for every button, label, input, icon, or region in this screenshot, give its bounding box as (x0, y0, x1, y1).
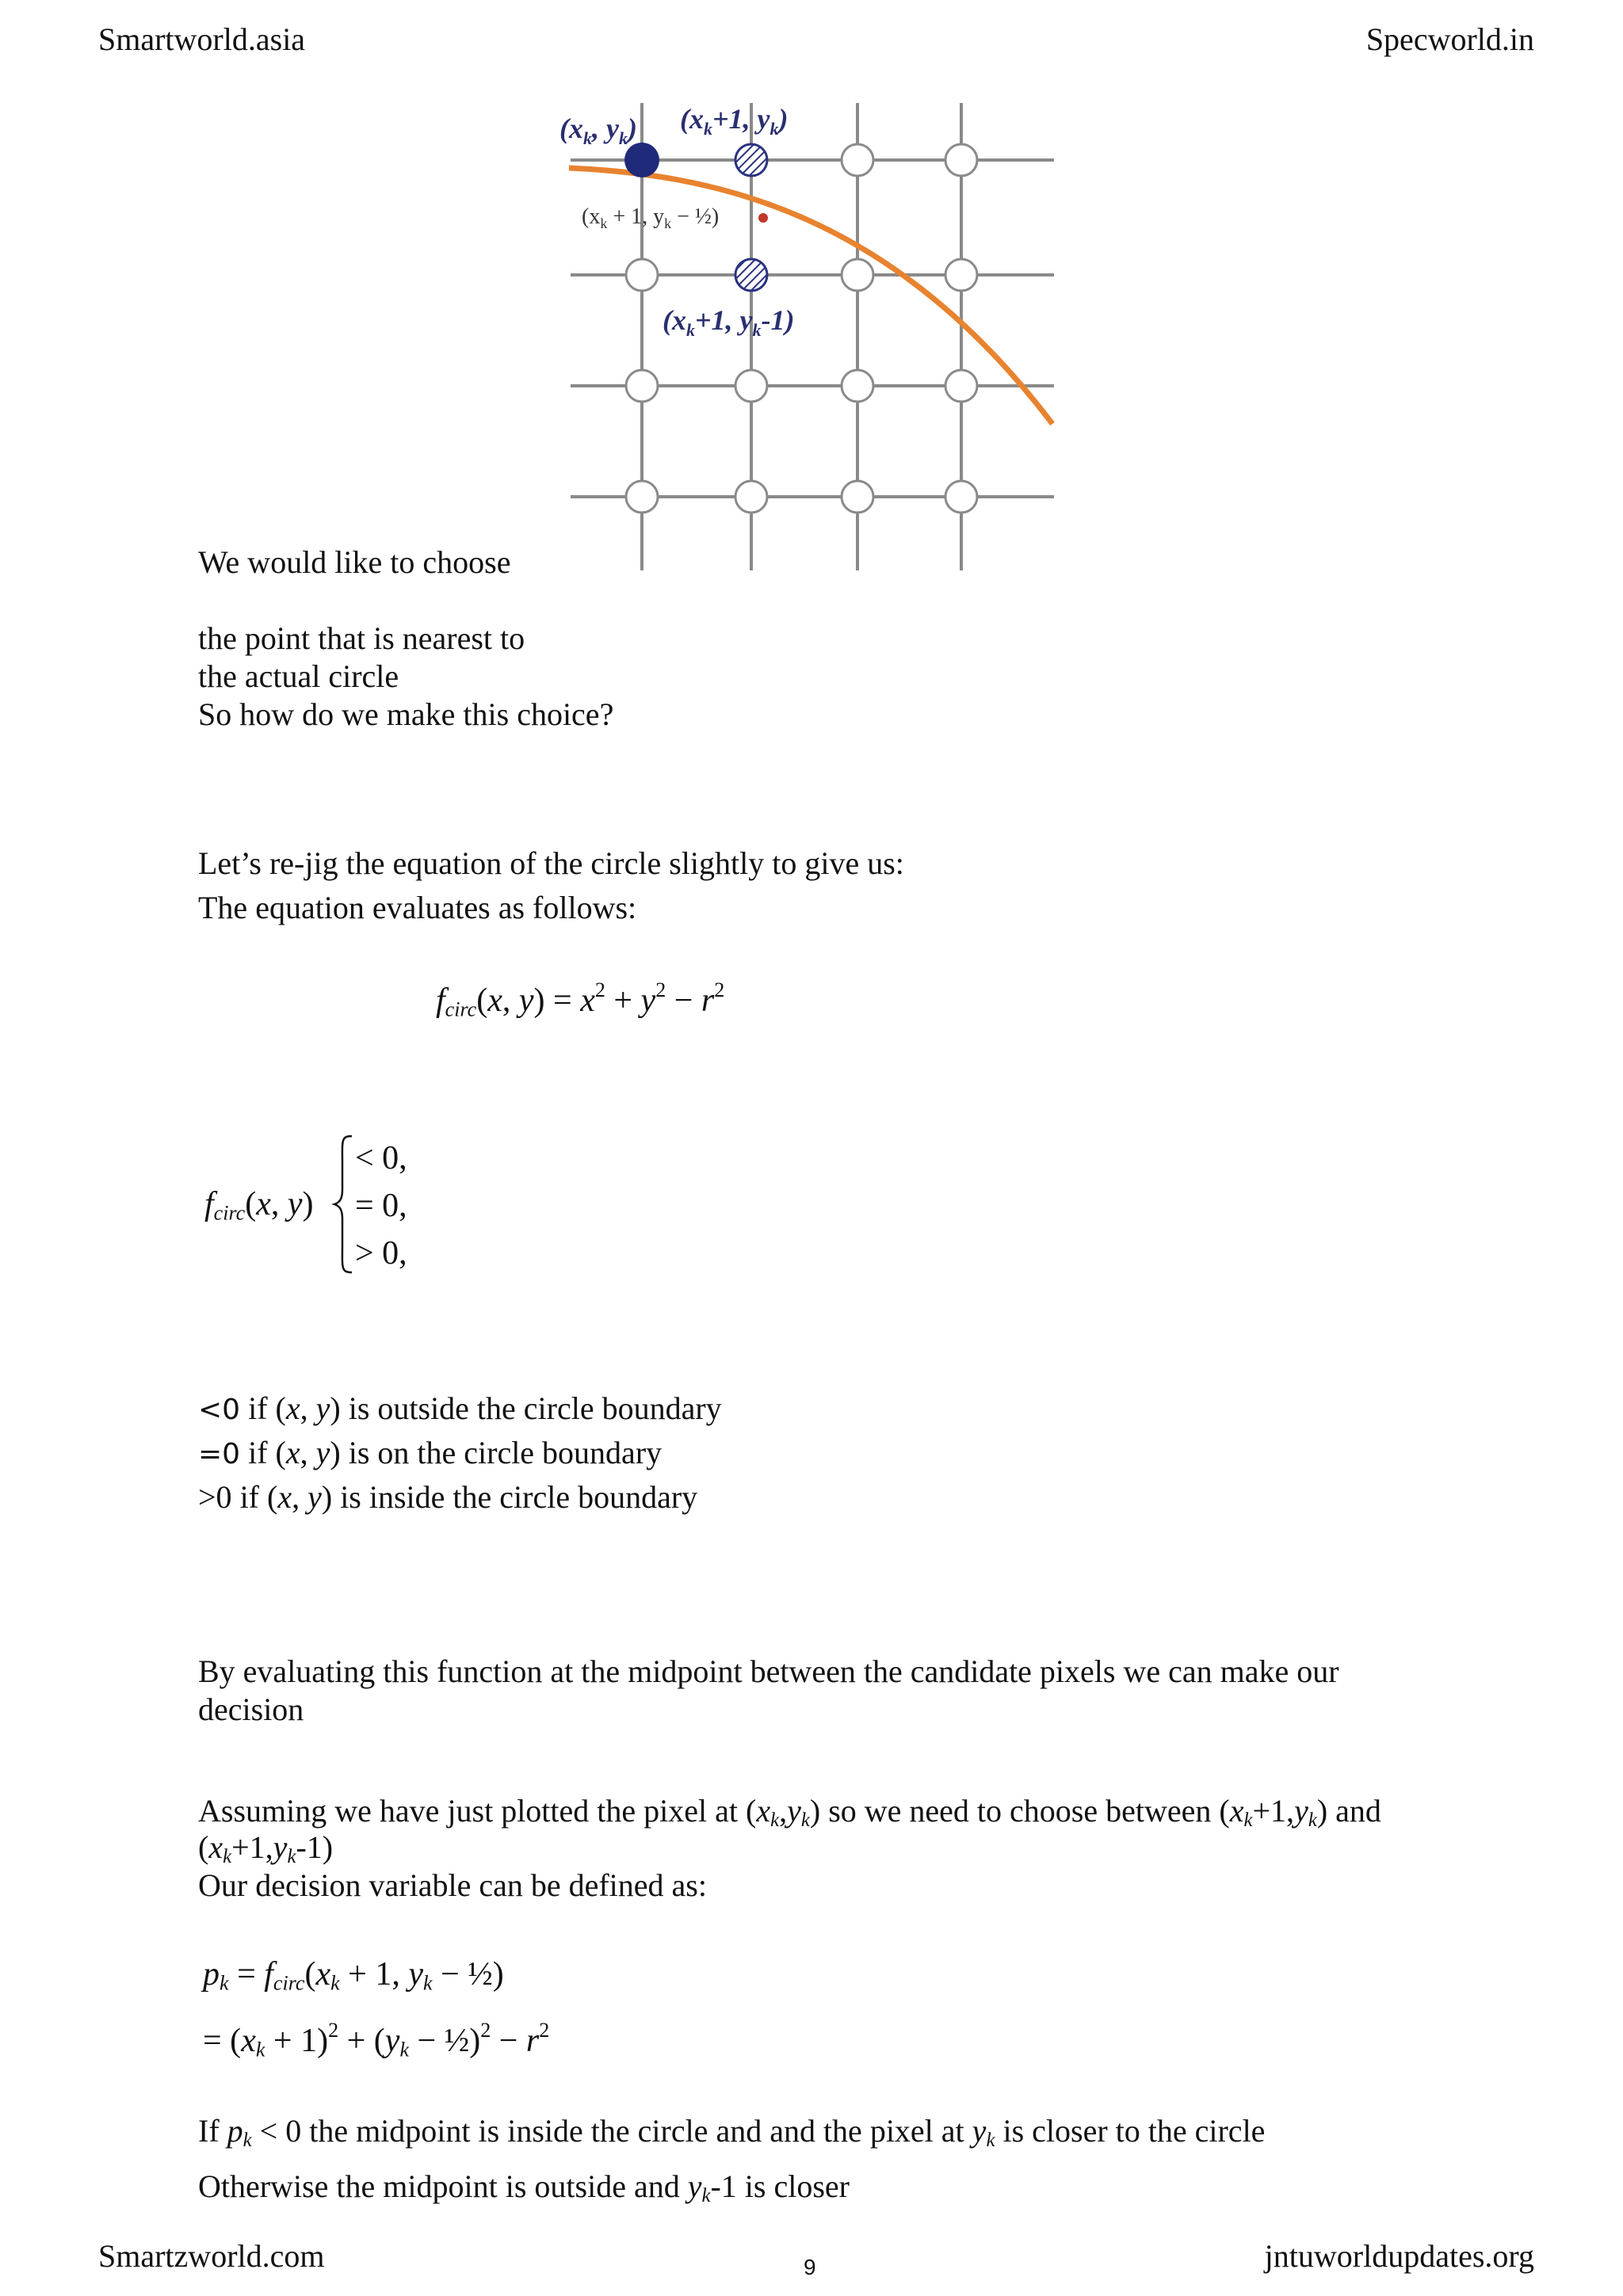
label-east: ($x_k+1$, $y_k$) (680, 103, 789, 139)
label-midpoint: ($x_k + 1$, $y_k$ − ½) (582, 204, 720, 231)
intro-line-2: the point that is nearest to (198, 620, 525, 656)
midpoint-marker (758, 213, 768, 223)
east-candidate-pixel (735, 144, 767, 176)
header-right: Specworld.in (1365, 21, 1534, 57)
circle-function-equation: $f_{circ}(x$, $y) = x^2 + y^2 - r^2$ (436, 978, 725, 1021)
header-left: Smartworld.asia (98, 21, 306, 57)
conclusion-line-1: If $p_k < 0$ the midpoint is inside the circle and and the pixel at $y_k$ is closer to the circle (198, 2113, 1266, 2152)
midpoint-line-2: decision (198, 1691, 304, 1727)
label-southeast: ($x_k+1$, $y_k-1$) (663, 304, 795, 340)
intro-line-3: the actual circle (198, 658, 399, 694)
decision-variable-equation-1: $p_k = f_{circ}(x_k + 1$, $y_k$ − ½) (203, 1956, 504, 1995)
midpoint-line-1: By evaluating this function at the midpoint between the candidate pixels we can make our (198, 1653, 1339, 1689)
current-pixel (624, 143, 659, 177)
piecewise-lhs: $f_{circ}(x$, y) (204, 1186, 314, 1225)
piecewise-cases: < 0, = 0, > 0, (355, 1140, 407, 1272)
condition-row-inside: >0 if (x, y) is inside the circle boundary (198, 1479, 698, 1515)
intro-line-1: We would like to choose (198, 544, 511, 580)
assuming-line-3: Our decision variable can be defined as: (198, 1867, 707, 1903)
condition-row-on: =0 if (x, y) is on the circle boundary (198, 1435, 663, 1470)
decision-variable-equation-2: = $(x_k + 1)^2 + (y_k$ − ½)$^2$ − $r^2$ (203, 2019, 550, 2061)
intro-line-4: So how do we make this choice? (198, 696, 614, 732)
label-current: ($x_k$, $y_k$) (559, 113, 637, 148)
rejig-line-1: Let’s re-jig the equation of the circle slightly to give us: (198, 845, 904, 881)
piecewise-brace (331, 1133, 355, 1276)
footer-right: jntuworldupdates.org (1264, 2238, 1534, 2274)
southeast-candidate-pixel (735, 259, 767, 291)
midpoint-circle-figure (523, 87, 1062, 578)
page-number: 9 (804, 2255, 816, 2279)
rejig-line-2: The equation evaluates as follows: (198, 890, 637, 925)
footer-left: Smartzworld.com (98, 2238, 325, 2274)
condition-row-outside: <0 if (x, y) is outside the circle boundary (198, 1390, 722, 1426)
assuming-line-2: $(x_k+1,y_k-1)$ (198, 1829, 334, 1868)
conclusion-line-2: Otherwise the midpoint is outside and $y_k-1$ is closer (198, 2168, 850, 2207)
assuming-line-1: Assuming we have just plotted the pixel at $(x_k,y_k)$ so we need to choose between $(x_k+1,y_k)$ and (198, 1793, 1381, 1832)
